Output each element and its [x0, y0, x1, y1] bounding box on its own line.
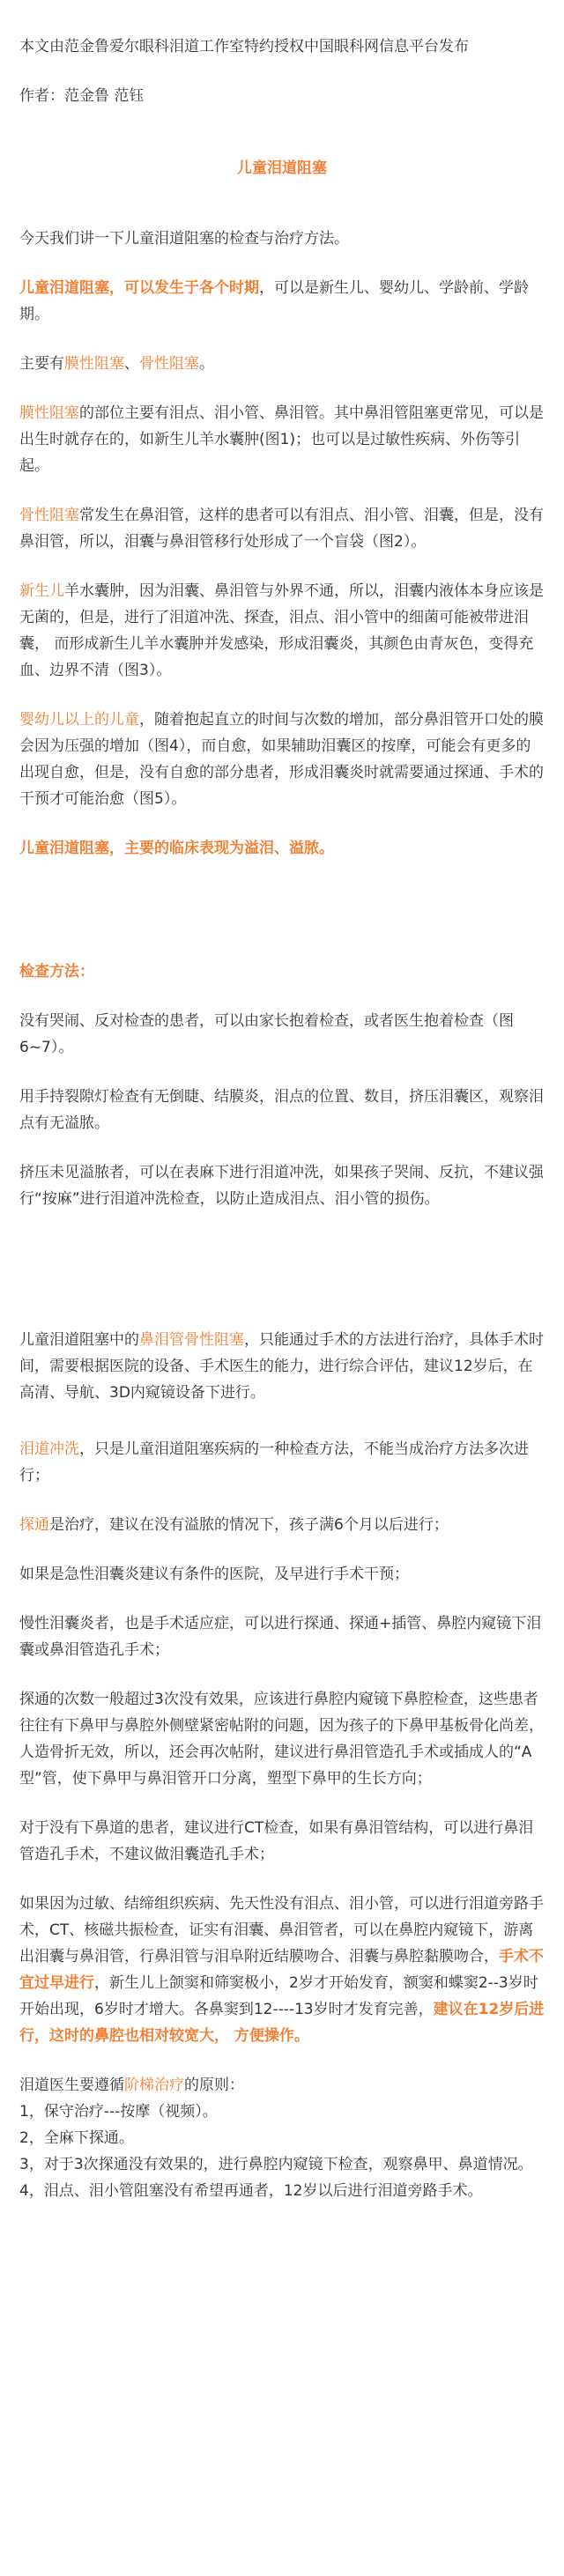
- body-text: 儿童泪道阻塞中的: [19, 1331, 139, 1349]
- paragraph-types: [19, 351, 545, 377]
- body-text: 主要有: [19, 355, 64, 373]
- body-text: ，只是儿童泪道阻塞疾病的一种检查方法，不能当成治疗方法多次进行；: [19, 1440, 529, 1484]
- article-title: 儿童泪道阻塞: [237, 159, 327, 177]
- highlight-text: 儿童泪道阻塞，可以发生于各个时期: [19, 279, 259, 297]
- body-text: 羊水囊肿，因为泪囊、鼻泪管与外界不通，所以，泪囊内液体本身应该是无菌的，但是，进行了泪道冲洗、探查，泪点、泪小管中的细菌可能被带进泪囊， 而形成新生儿羊水囊肿并发感染，形成泪囊炎，其颜色由青灰色，变得充血、边界不清（图3）。: [19, 582, 544, 679]
- intro-paragraph: 今天我们讲一下儿童泪道阻塞的检查与治疗方法。: [19, 230, 349, 248]
- source-line: 本文由范金鲁爱尔眼科泪道工作室特约授权中国眼科网信息平台发布: [19, 38, 469, 56]
- treatment-paragraph: [19, 1436, 545, 1489]
- exam-paragraph: 用手持裂隙灯检查有无倒睫、结膜炎，泪点的位置、数目，挤压泪囊区，观察泪点有无溢脓。: [19, 1088, 544, 1132]
- body-text: 如果因为过敏、结缔组织疾病、先天性没有泪点、泪小管，可以进行泪道旁路手术，CT、核磁共振检查，证实有泪囊、鼻泪管者，可以在鼻腔内窥镜下，游离出泪囊与鼻泪管，行鼻泪管与泪阜附近结膜吻合、泪囊与鼻腔黏膜吻合，: [19, 1895, 544, 1965]
- treatment-paragraph: 慢性泪囊炎者，也是手术适应症，可以进行探通、探通+插管、鼻腔内窥镜下泪囊或鼻泪管造孔手术；: [19, 1615, 542, 1659]
- paragraph-infant: [19, 707, 545, 812]
- highlight-text: 探通: [19, 1516, 49, 1534]
- exam-heading: 检查方法：: [19, 963, 94, 981]
- step-item: 4，泪点、泪小管阻塞没有希望再通者，12岁以后进行泪道旁路手术。: [19, 2182, 483, 2200]
- body-text: ，只能通过手术的方法进行治疗，具体手术时间，需要根据医院的设备、手术医生的能力，进行综合评估，建议12岁后，在高清、导航、3D内窥镜设备下进行。: [19, 1331, 544, 1402]
- exam-paragraph: 没有哭闹、反对检查的患者，可以由家长抱着检查，或者医生抱着检查（图6~7）。: [19, 1012, 514, 1056]
- highlight-text: 建议在12岁后进行，这时的鼻腔也相对较宽大， 方便操作。: [19, 2001, 545, 2045]
- highlight-text: 新生儿: [19, 582, 64, 600]
- body-text: 常发生在鼻泪管，这样的患者可以有泪点、泪小管、泪囊，但是，没有鼻泪管，所以，泪囊与鼻泪管移行处形成了一个盲袋（图2）。: [19, 507, 544, 551]
- step-item: 2，全麻下探通。: [19, 2129, 134, 2147]
- body-text: 的部位主要有泪点、泪小管、鼻泪管。其中鼻泪管阻塞更常见，可以是出生时就存在的，如新生儿羊水囊肿(图1)；也可以是过敏性疾病、外伤等引起。: [19, 404, 544, 475]
- body-text: ，新生儿上颌窦和筛窦极小，2岁才开始发育，额窦和蝶窦2--3岁时开始出现，6岁时才增大。各鼻窦到12----13岁时才发育完善，: [19, 1974, 538, 2018]
- treatment-paragraph: 对于没有下鼻道的患者，建议进行CT检查，如果有鼻泪管结构，可以进行鼻泪管造孔手术，不建议做泪囊造孔手术；: [19, 1819, 534, 1863]
- body-text: 是治疗，建议在没有溢脓的情况下，孩子满6个月以后进行；: [49, 1516, 449, 1534]
- step-item: 3，对于3次探通没有效果的，进行鼻腔内窥镜下检查，观察鼻甲、鼻道情况。: [19, 2156, 533, 2173]
- highlight-text: 骨性阻塞: [19, 507, 79, 524]
- highlight-text: 泪道冲洗: [19, 1440, 79, 1458]
- treatment-paragraph: [19, 1512, 545, 1538]
- paragraph-membranous: [19, 400, 545, 479]
- highlight-text: 膜性阻塞: [64, 355, 124, 373]
- highlight-text: 阶梯治疗: [124, 2076, 184, 2094]
- paragraph-newborn: [19, 578, 545, 684]
- body-text: 的原则：: [184, 2076, 244, 2094]
- paragraph-symptoms: 儿童泪道阻塞，主要的临床表现为溢泪、溢脓。: [19, 840, 334, 857]
- exam-paragraph: 挤压未见溢脓者，可以在表麻下进行泪道冲洗，如果孩子哭闹、反抗，不建议强行“按麻”进行泪道冲洗检查，以防止造成泪点、泪小管的损伤。: [19, 1164, 544, 1208]
- treatment-principle: [19, 2072, 545, 2099]
- paragraph-onset: [19, 275, 545, 328]
- treatment-paragraph: 如果是急性泪囊炎建议有条件的医院，及早进行手术干预；: [19, 1566, 409, 1583]
- body-text: 泪道医生要遵循: [19, 2076, 124, 2094]
- body-text: ，可以是新生儿、婴幼儿、学龄前、学龄期。: [19, 279, 529, 323]
- highlight-text: 手术不宜过早进行: [19, 1948, 544, 1992]
- treatment-paragraph: [19, 1891, 545, 2049]
- body-text: 。: [199, 355, 214, 373]
- highlight-text: 婴幼儿以上的儿童: [19, 711, 139, 729]
- step-item: 1，保守治疗---按摩（视频）。: [19, 2103, 218, 2121]
- paragraph-bony: [19, 502, 545, 555]
- author-line: 作者：范金鲁 范钰: [19, 87, 145, 105]
- treatment-paragraph: 探通的次数一般超过3次没有效果，应该进行鼻腔内窥镜下鼻腔检查，这些患者往往有下鼻甲与鼻腔外侧壁紧密帖附的问题，因为孩子的下鼻甲基板骨化尚差，人造骨折无效，所以，还会再次帖附，建议进行鼻泪管造孔手术或插成人的“A型”管，使下鼻甲与鼻泪管开口分离，塑型下鼻甲的生长方向；: [19, 1691, 544, 1788]
- body-text: ，随着抱起直立的时间与次数的增加，部分鼻泪管开口处的膜会因为压强的增加（图4），而自愈，如果辅助泪囊区的按摩，可能会有更多的出现自愈，但是，没有自愈的部分患者，形成泪囊炎时就需要通过探通、手术的干预才可能治愈（图5）。: [19, 711, 544, 808]
- highlight-text: 骨性阻塞: [139, 355, 199, 373]
- highlight-text: 鼻泪管骨性阻塞: [139, 1331, 244, 1349]
- body-text: 、: [124, 355, 139, 373]
- highlight-text: 膜性阻塞: [19, 404, 79, 422]
- treatment-paragraph: [19, 1327, 545, 1406]
